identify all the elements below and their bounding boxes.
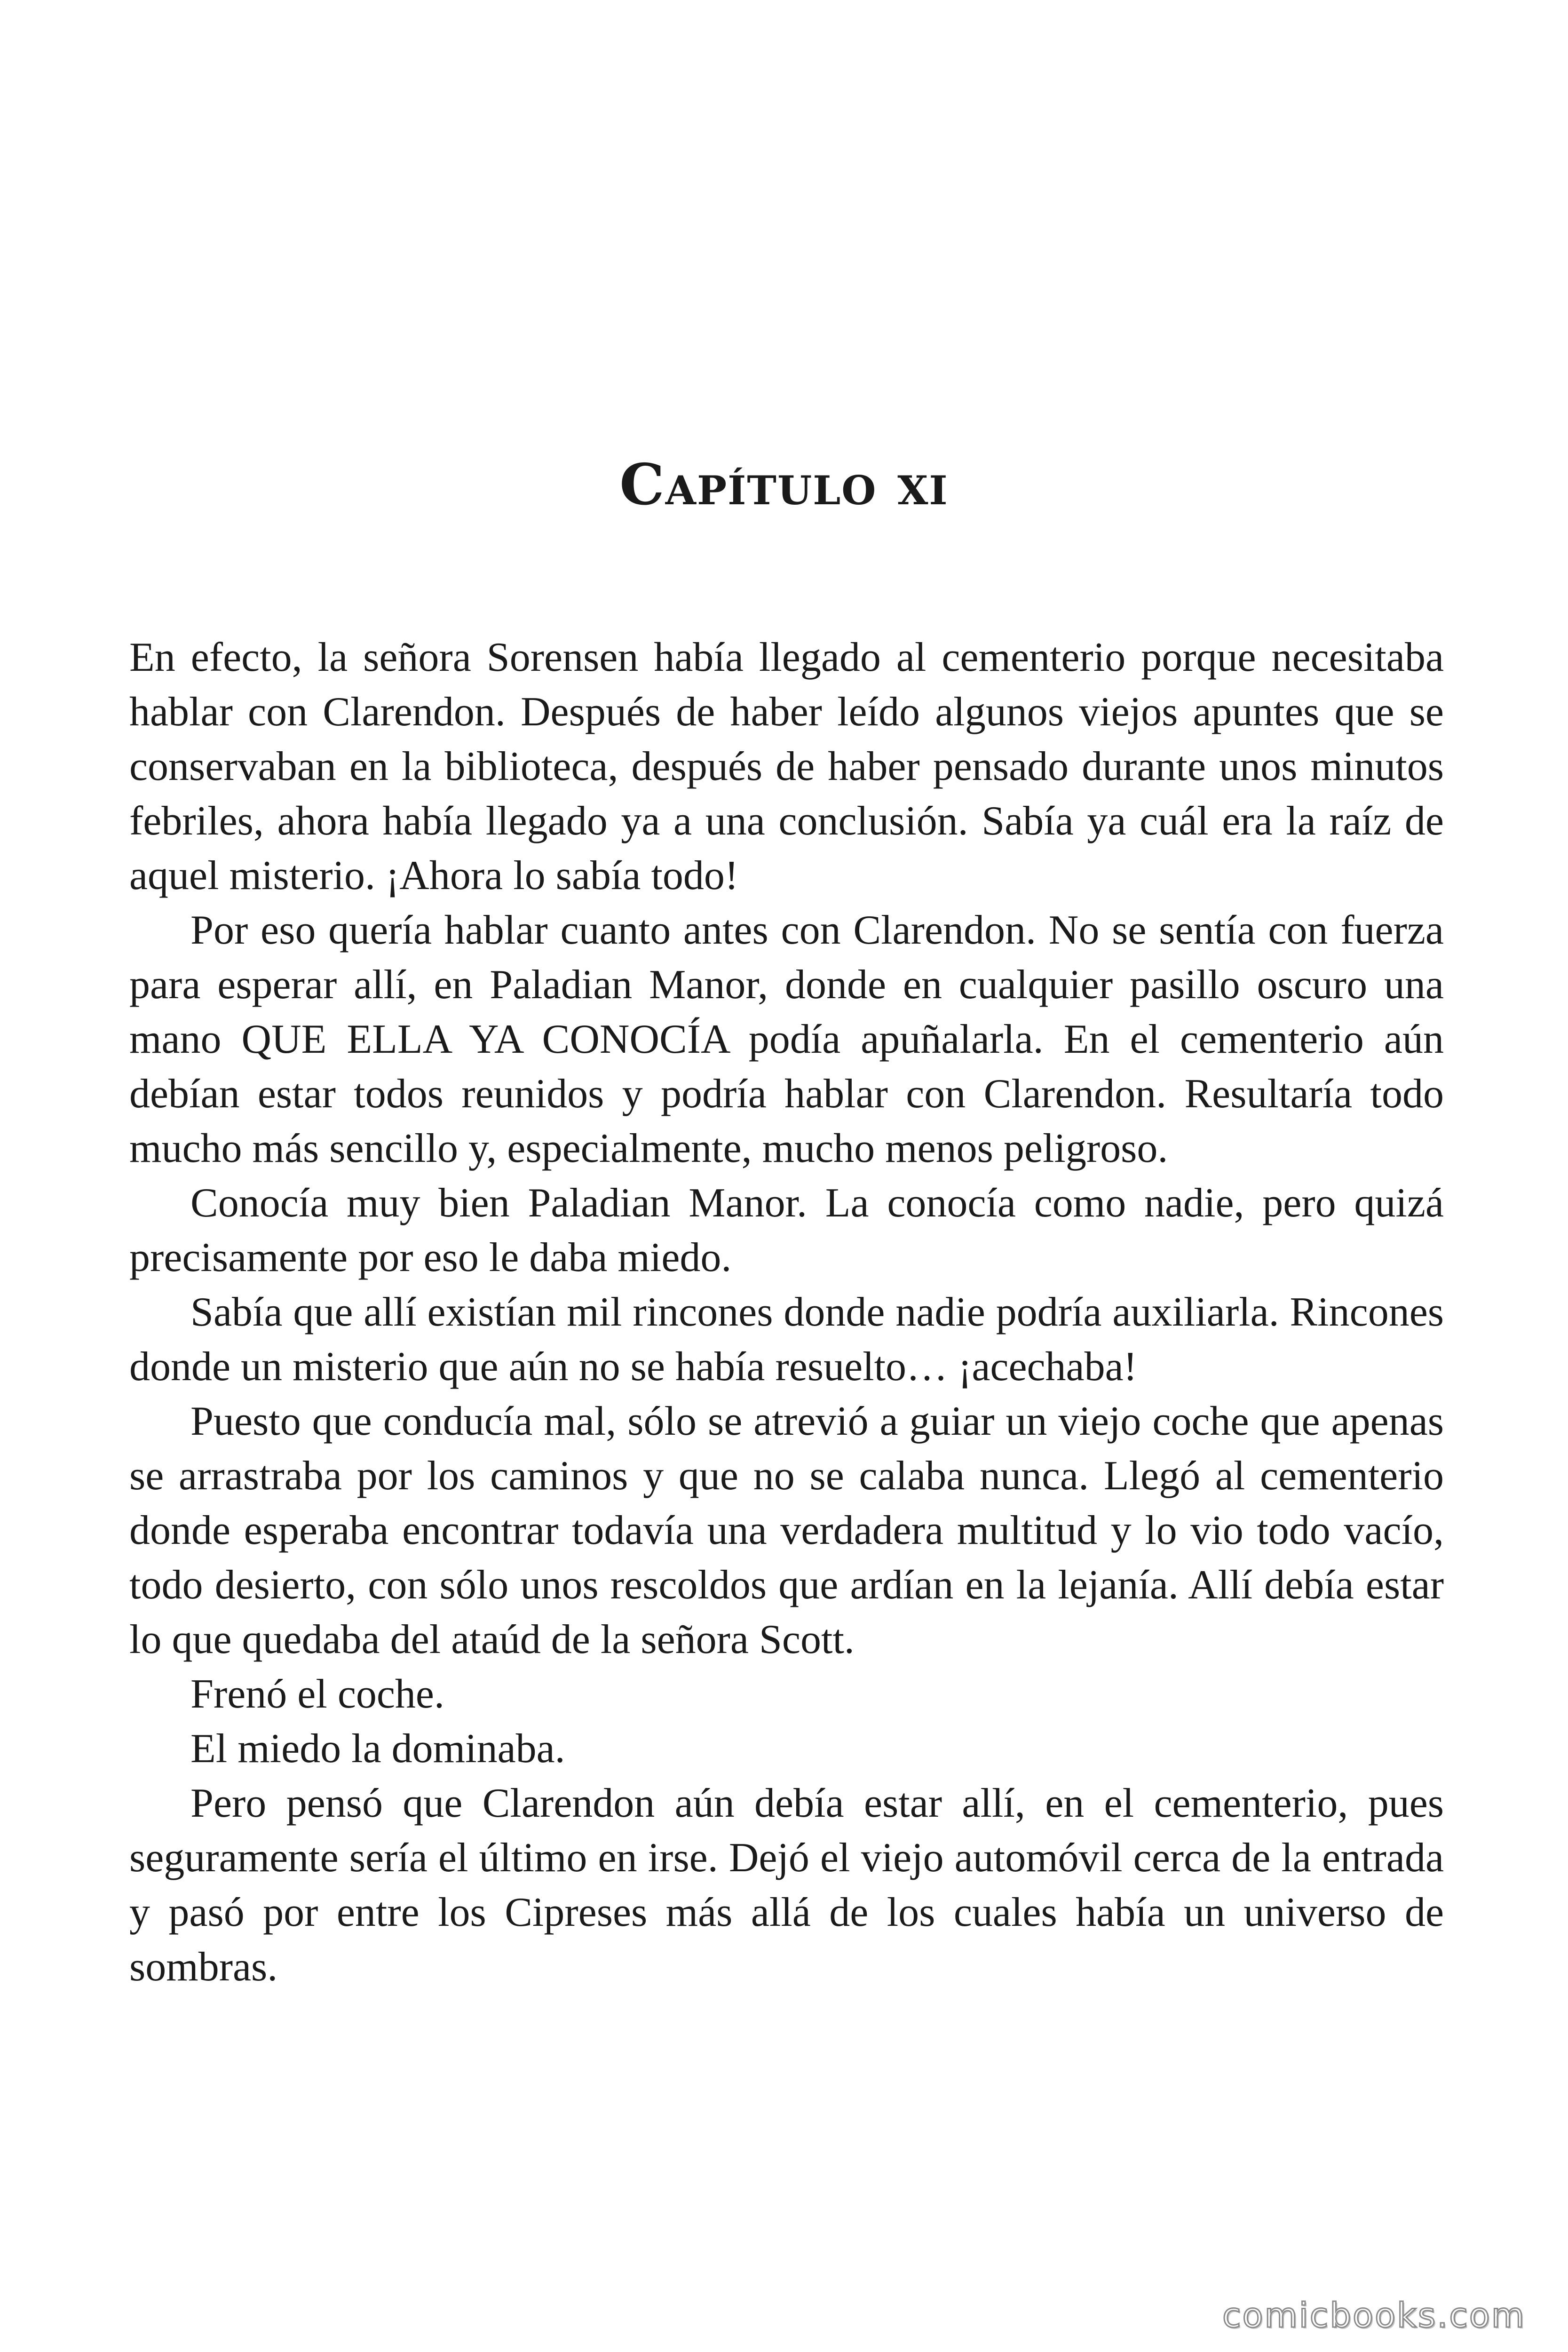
paragraph: El miedo la dominaba. [190, 1726, 565, 1772]
chapter-body [129, 630, 1444, 1994]
chapter-title: Capítulo xi [619, 452, 949, 518]
paragraph: Pero pensó que Clarendon aún debía estar allí, en el cementerio, pues seguramente sería el último en irse. Dejó el viejo automóvil cerca de la entrada y pasó por entre los Cipreses más allá de los cuales había un universo de sombras. [129, 1780, 1444, 1990]
paragraph: En efecto, la señora Sorensen había llegado al cementerio porque necesitaba hablar con Clarendon. Después de haber leído algunos viejos apuntes que se conservaban en la biblioteca, después de haber pensado durante unos minutos febriles, ahora había llegado ya a una conclusión. Sabía ya cuál era la raíz de aquel misterio. ¡Ahora lo sabía todo! [129, 635, 1444, 898]
paragraph: Conocía muy bien Paladian Manor. La conocía como nadie, pero quizá precisamente por eso le daba miedo. [129, 1180, 1444, 1280]
paragraph: Sabía que allí existían mil rincones donde nadie podría auxiliarla. Rincones donde un misterio que aún no se había resuelto… ¡acechaba! [129, 1289, 1444, 1390]
watermark: comicbooks.com [1222, 2296, 1526, 2335]
paragraph: Frenó el coche. [190, 1671, 444, 1717]
paragraph: Puesto que conducía mal, sólo se atrevió a guiar un viejo coche que apenas se arrastraba por los caminos y que no se calaba nunca. Llegó al cementerio donde esperaba encontrar todavía una verdadera multitud y lo vio todo vacío, todo desierto, con sólo unos rescoldos que ardían en la lejanía. Allí debía estar lo que quedaba del ataúd de la señora Scott. [129, 1398, 1444, 1662]
paragraph: Por eso quería hablar cuanto antes con Clarendon. No se sentía con fuerza para esperar allí, en Paladian Manor, donde en cualquier pasillo oscuro una mano QUE ELLA YA CONOCÍA podía apuñalarla. En el cementerio aún debían estar todos reunidos y podría hablar con Clarendon. Resultaría todo mucho más sencillo y, especialmente, mucho menos peligroso. [129, 907, 1444, 1171]
